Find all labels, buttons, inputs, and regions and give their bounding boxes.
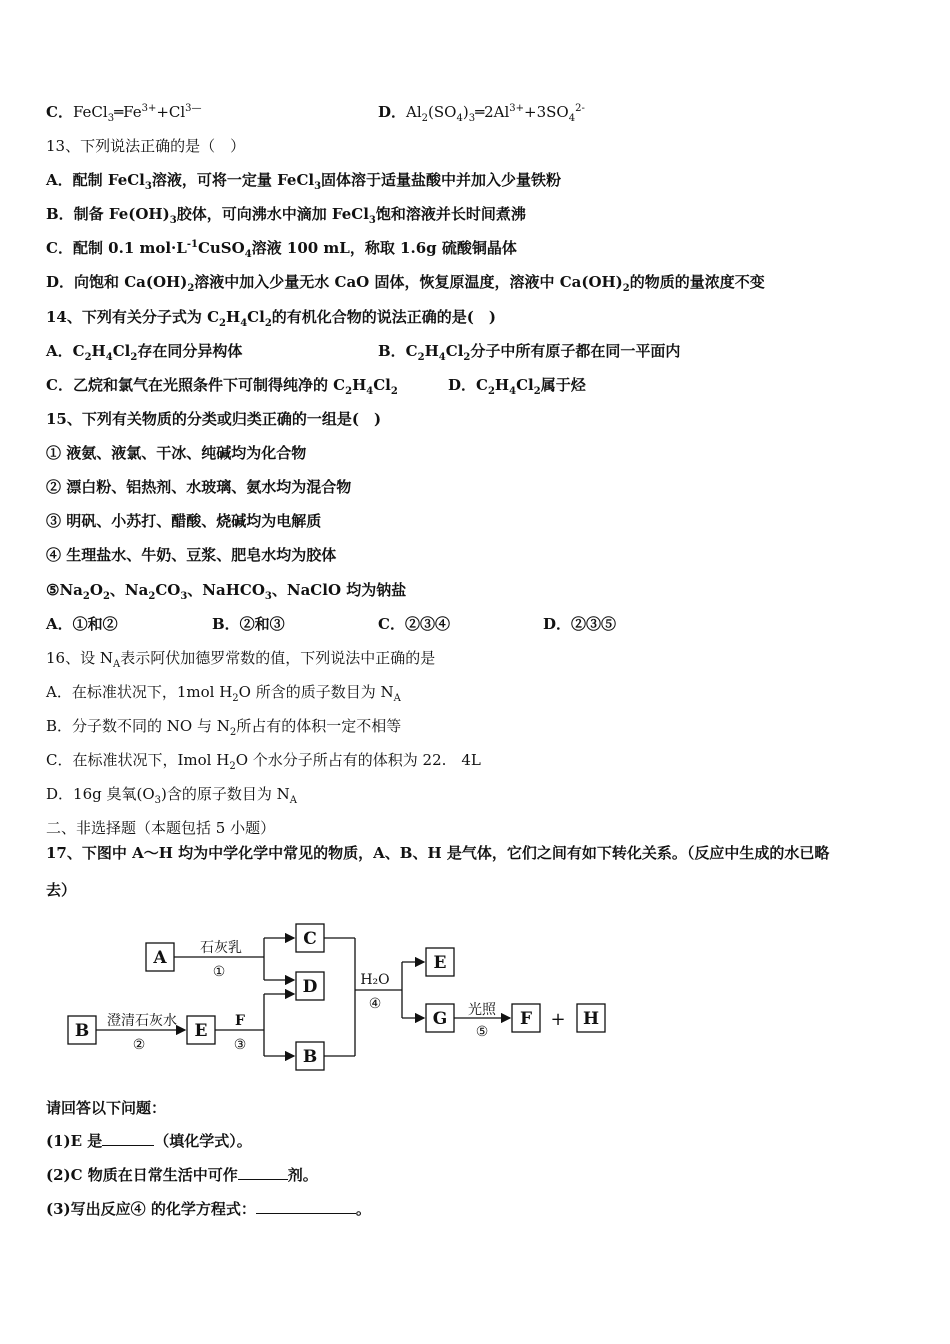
q16-option-b: B．分子数不同的 NO 与 $N_2$所占有的体积一定不相等 bbox=[46, 717, 402, 738]
q16-option-c: C．在标准状况下，Imol $H_2O$ 个水分子所占有的体积为 22. 4L bbox=[46, 751, 481, 772]
q14-stem: 14、下列有关分子式为 $C_2H_4Cl_2$的有机化合物的说法正确的是( ) bbox=[46, 308, 496, 329]
label-e2: E bbox=[433, 953, 447, 973]
answer-blank-1[interactable] bbox=[102, 1131, 154, 1146]
q13-option-a: A．配制 FeCl$_3$溶液，可将一定量 FeCl$_3$固体溶于适量盐酸中并加入少量铁粉 bbox=[46, 171, 562, 192]
q13-option-d: D．向饱和 $Ca(OH)_2$溶液中加入少量无水 CaO 固体，恢复原温度，溶液中 $Ca(OH)_2$的物质的量浓度不变 bbox=[46, 273, 765, 294]
q17-sub1: (1)E 是 （填化学式）。 bbox=[46, 1132, 252, 1150]
q15-option-b: B．②和③ bbox=[212, 615, 285, 633]
r3-label: F bbox=[235, 1013, 245, 1029]
label-e1: E bbox=[194, 1021, 208, 1041]
r5-label: 光照 bbox=[468, 1002, 496, 1018]
q15-item-3: ③ 明矾、小苏打、醋酸、烧碱均为电解质 bbox=[46, 512, 322, 530]
label-g: G bbox=[432, 1009, 448, 1029]
label-h: H bbox=[582, 1009, 600, 1029]
q15-item-4: ④ 生理盐水、牛奶、豆浆、肥皂水均为胶体 bbox=[46, 546, 337, 564]
reaction-diagram bbox=[60, 918, 620, 1083]
label-d: D bbox=[302, 977, 318, 997]
label-b: B bbox=[74, 1021, 90, 1041]
q14-option-a: A．$C_2H_4Cl_2$存在同分异构体 bbox=[46, 342, 243, 363]
r1-num: ① bbox=[212, 964, 226, 980]
q14-option-b: B．$C_2H_4Cl_2$分子中所有原子都在同一平面内 bbox=[378, 342, 681, 363]
q15-stem: 15、下列有关物质的分类或归类正确的一组是( ) bbox=[46, 410, 382, 428]
q17-stem-line2: 去） bbox=[46, 881, 77, 899]
label-b2: B bbox=[302, 1047, 318, 1067]
label-a: A bbox=[153, 948, 167, 968]
answer-blank-3[interactable] bbox=[256, 1199, 356, 1214]
r4-label: H₂O bbox=[360, 972, 390, 988]
r4-num: ④ bbox=[368, 996, 382, 1012]
r5-num: ⑤ bbox=[475, 1024, 489, 1040]
label-c: C bbox=[303, 929, 317, 949]
q15-option-a: A．①和② bbox=[46, 615, 118, 633]
q14-option-c: C．乙烷和氯气在光照条件下可制得纯净的 $C_2H_4Cl_2$ bbox=[46, 376, 398, 397]
r2-label: 澄清石灰水 bbox=[107, 1013, 177, 1029]
q13-option-c: C．配制 0.1 $mol\cdot L^{-1}CuSO_4$溶液 100 mL，称取 1.6g 硫酸铜晶体 bbox=[46, 239, 517, 260]
q16-option-d: D．16g 臭氧$(O_3)$含的原子数目为 $N_A$ bbox=[46, 785, 297, 806]
plus-sign: + bbox=[550, 1009, 566, 1030]
section-title: 二、非选择题（本题包括 5 小题） bbox=[46, 819, 276, 837]
q16-option-a: A．在标准状况下，1mol $H_2O$ 所含的质子数目为 $N_A$ bbox=[46, 683, 401, 704]
q12-option-d: D．$Al_2(SO_4)_3═2Al^{3+}+3SO_4^{2-}$ bbox=[378, 103, 585, 124]
q14-option-d: D．$C_2H_4Cl_2$属于烃 bbox=[448, 376, 586, 397]
label-f: F bbox=[519, 1009, 533, 1029]
q15-item-2: ② 漂白粉、铝热剂、水玻璃、氨水均为混合物 bbox=[46, 478, 352, 496]
answer-blank-2[interactable] bbox=[238, 1165, 288, 1180]
r3-num: ③ bbox=[233, 1037, 247, 1053]
r2-num: ② bbox=[132, 1037, 146, 1053]
r1-label: 石灰乳 bbox=[200, 940, 242, 956]
q16-stem: 16、设 $N_A$表示阿伏加德罗常数的值，下列说法中正确的是 bbox=[46, 649, 436, 670]
q17-ask: 请回答以下问题： bbox=[46, 1099, 167, 1117]
q15-option-d: D．②③⑤ bbox=[543, 615, 617, 633]
q15-item-1: ① 液氨、液氯、干冰、纯碱均为化合物 bbox=[46, 444, 307, 462]
q13-stem: 13、下列说法正确的是（ ） bbox=[46, 137, 246, 155]
q13-option-b: B．制备 $Fe(OH)_3$胶体，可向沸水中滴加 FeCl$_3$饱和溶液并长时间煮沸 bbox=[46, 205, 526, 226]
q17-stem-line1: 17、下图中 A～H 均为中学化学中常见的物质，A、B、H 是气体，它们之间有如下转化关系。（反应中生成的水已略 bbox=[46, 844, 830, 862]
q15-option-c: C．②③④ bbox=[378, 615, 450, 633]
q12-option-c: C．$FeCl_3═Fe^{3+}+Cl^{3—}$ bbox=[46, 103, 202, 124]
q15-item-5: $⑤Na_2O_2$、$Na_2CO_3$、NaHCO$_3$、NaClO 均为钠盐 bbox=[46, 581, 407, 602]
q17-sub3: (3)写出反应④ 的化学方程式： 。 bbox=[46, 1200, 371, 1218]
q17-sub2: (2)C 物质在日常生活中可作 剂。 bbox=[46, 1166, 318, 1184]
